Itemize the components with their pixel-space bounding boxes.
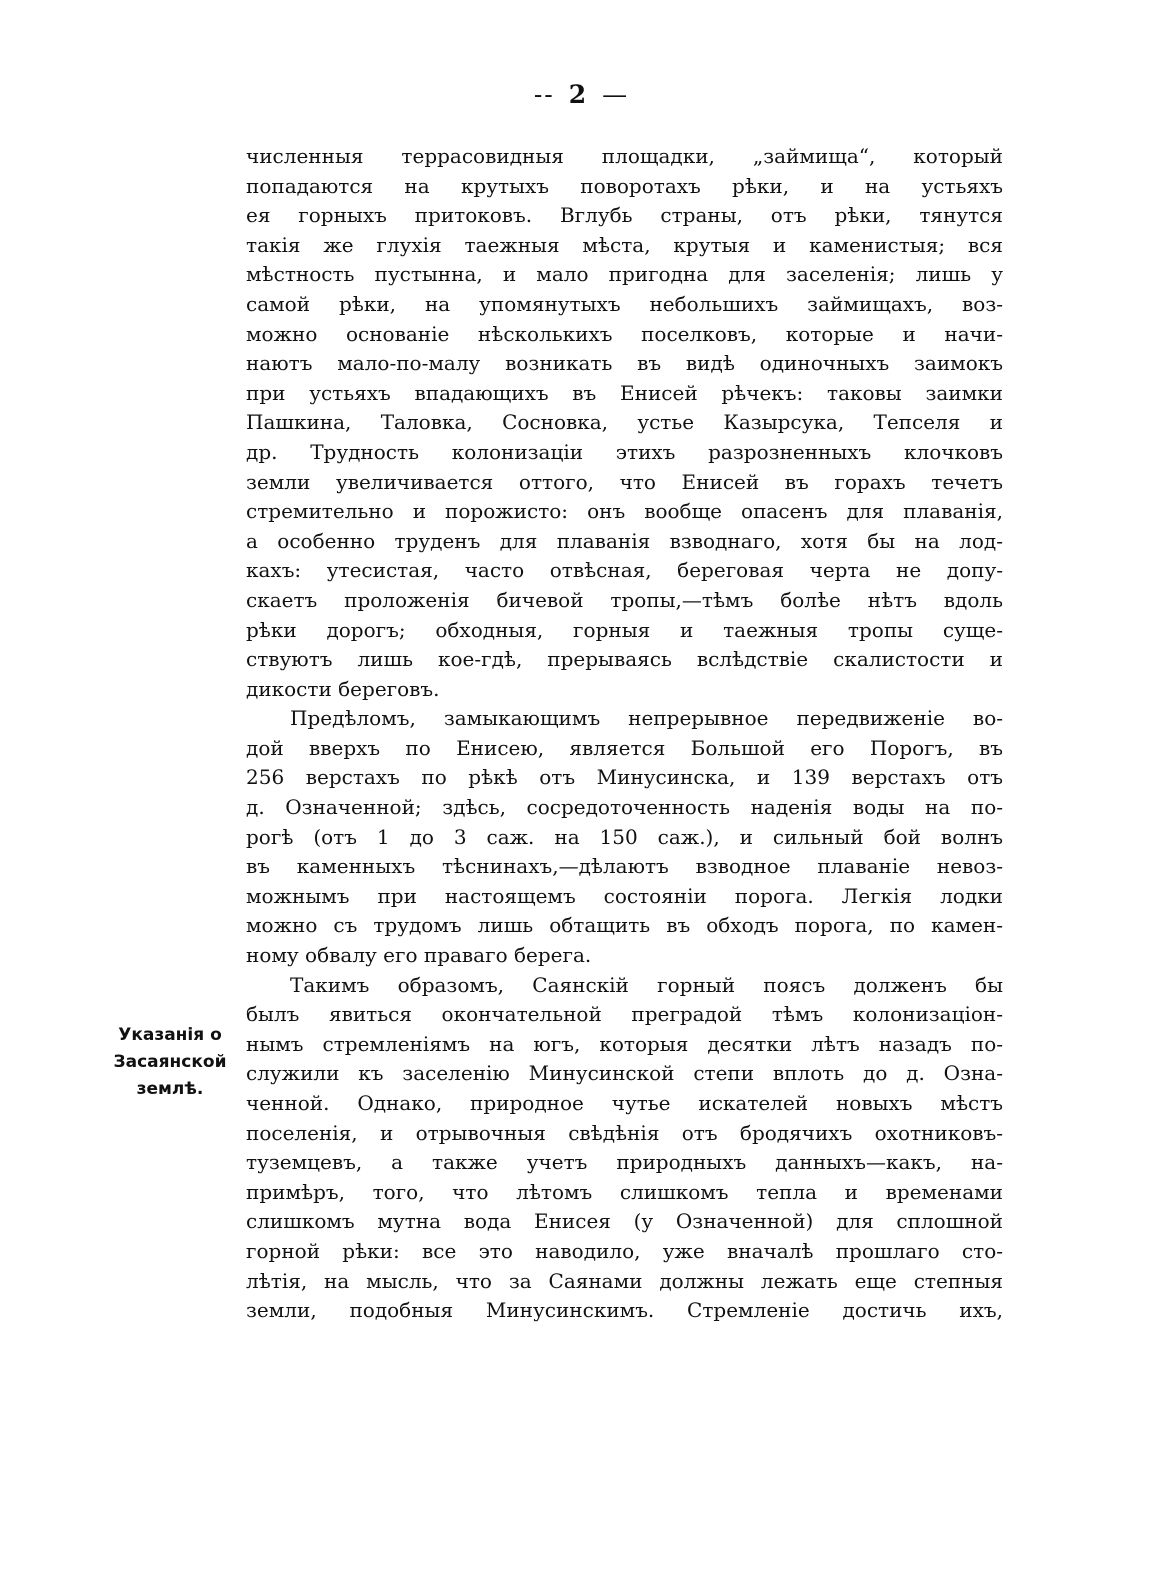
margin-note-line: землѣ.	[136, 1079, 204, 1099]
text-line: примѣръ, того, что лѣтомъ слишкомъ тепла и временами	[246, 1179, 1003, 1204]
paragraph-3	[246, 971, 1003, 1326]
text-line: въ каменныхъ тѣснинахъ,—дѣлаютъ взводное плаваніе невоз-	[246, 854, 1003, 879]
text-line: наютъ мало-по-малу возникать въ видѣ одиночныхъ заимокъ	[246, 351, 1003, 376]
text-line: мѣстность пустынна, и мало пригодна для заселенія; лишь у	[246, 262, 1003, 287]
text-line: стремительно и порожисто: онъ вообще опасенъ для плаванія,	[246, 499, 1003, 524]
text-line: земли, подобныя Минусинскимъ. Стремленіе достичь ихъ,	[246, 1298, 1003, 1323]
text-line: 256 верстахъ по рѣкѣ отъ Минусинска, и 139 верстахъ отъ	[246, 765, 1003, 790]
margin-note-line: Засаянской	[113, 1052, 227, 1072]
paragraph-1	[246, 142, 1003, 704]
text-line: можно съ трудомъ лишь обтащить въ обходъ порога, по камен-	[246, 913, 1003, 938]
header-dash-left: --	[533, 80, 555, 109]
text-line: дой вверхъ по Енисею, является Большой его Порогъ, въ	[246, 735, 1003, 760]
text-line: а особенно труденъ для плаванія взводнаго, хотя бы на лод-	[246, 528, 1003, 553]
text-line: Такимъ образомъ, Саянскій горный поясъ долженъ бы	[290, 972, 1003, 997]
text-line: кахъ: утесистая, часто отвѣсная, береговая черта не допу-	[246, 558, 1003, 583]
text-line: дикости береговъ.	[246, 676, 440, 701]
text-line: лѣтія, на мысль, что за Саянами должны лежать еще степныя	[246, 1268, 1003, 1293]
text-line: попадаются на крутыхъ поворотахъ рѣки, и на устьяхъ	[246, 173, 1003, 198]
text-line: др. Трудность колонизаціи этихъ разрозненныхъ клочковъ	[246, 439, 1003, 464]
text-line: скаетъ проложенія бичевой тропы,—тѣмъ болѣе нѣтъ вдоль	[246, 587, 1003, 612]
paragraph-2	[246, 704, 1003, 970]
page-header	[0, 80, 1163, 109]
text-line: самой рѣки, на упомянутыхъ небольшихъ займищахъ, воз-	[246, 291, 1003, 316]
margin-note-line: Указанія о	[118, 1025, 222, 1045]
main-text	[246, 142, 1003, 1326]
text-line: служили къ заселенію Минусинской степи вплоть до д. Озна-	[246, 1061, 1003, 1086]
text-line: можно основаніе нѣсколькихъ поселковъ, которые и начи-	[246, 321, 1003, 346]
text-line: туземцевъ, а также учетъ природныхъ данныхъ—какъ, на-	[246, 1150, 1003, 1175]
text-line: слишкомъ мутна вода Енисея (у Означенной) для сплошной	[246, 1209, 1003, 1234]
text-line: горной рѣки: все это наводило, уже вначалѣ прошлаго сто-	[246, 1238, 1003, 1263]
text-line: ея горныхъ притоковъ. Вглубь страны, отъ рѣки, тянутся	[246, 203, 1003, 228]
text-line: при устьяхъ впадающихъ въ Енисей рѣчекъ: таковы заимки	[246, 380, 1003, 405]
text-line: ному обвалу его праваго берега.	[246, 943, 592, 968]
page-number: 2	[568, 80, 589, 109]
text-line: ствуютъ лишь кое-гдѣ, прерываясь вслѣдствіе скалистости и	[246, 647, 1003, 672]
text-line: Пашкина, Таловка, Сосновка, устье Казырсука, Тепселя и	[246, 410, 1003, 435]
text-line: можнымъ при настоящемъ состояніи порога. Легкія лодки	[246, 883, 1003, 908]
margin-note	[96, 1022, 244, 1103]
text-line: д. Означенной; здѣсь, сосредоточенность наденія воды на по-	[246, 795, 1003, 820]
text-line: земли увеличивается оттого, что Енисей въ горахъ течетъ	[246, 469, 1003, 494]
text-line: такія же глухія таежныя мѣста, крутыя и каменистыя; вся	[246, 232, 1003, 257]
text-line: былъ явиться окончательной преградой тѣмъ колонизаціон-	[246, 1002, 1003, 1027]
text-line: численныя террасовидныя площадки, „займища“, который	[246, 144, 1003, 168]
text-line: ченной. Однако, природное чутье искателей новыхъ мѣстъ	[246, 1091, 1003, 1115]
text-line: рогѣ (отъ 1 до 3 саж. на 150 саж.), и сильный бой волнъ	[246, 824, 1003, 849]
text-line: нымъ стремленіямъ на югъ, которыя десятки лѣтъ назадъ по-	[246, 1031, 1003, 1056]
header-dash-right: —	[602, 80, 630, 109]
text-line: рѣки дорогъ; обходныя, горныя и таежныя тропы суще-	[246, 617, 1003, 642]
text-line: Предѣломъ, замыкающимъ непрерывное передвиженіе во-	[290, 706, 1003, 731]
text-line: поселенія, и отрывочныя свѣдѣнія отъ бродячихъ охотниковъ-	[246, 1120, 1003, 1145]
